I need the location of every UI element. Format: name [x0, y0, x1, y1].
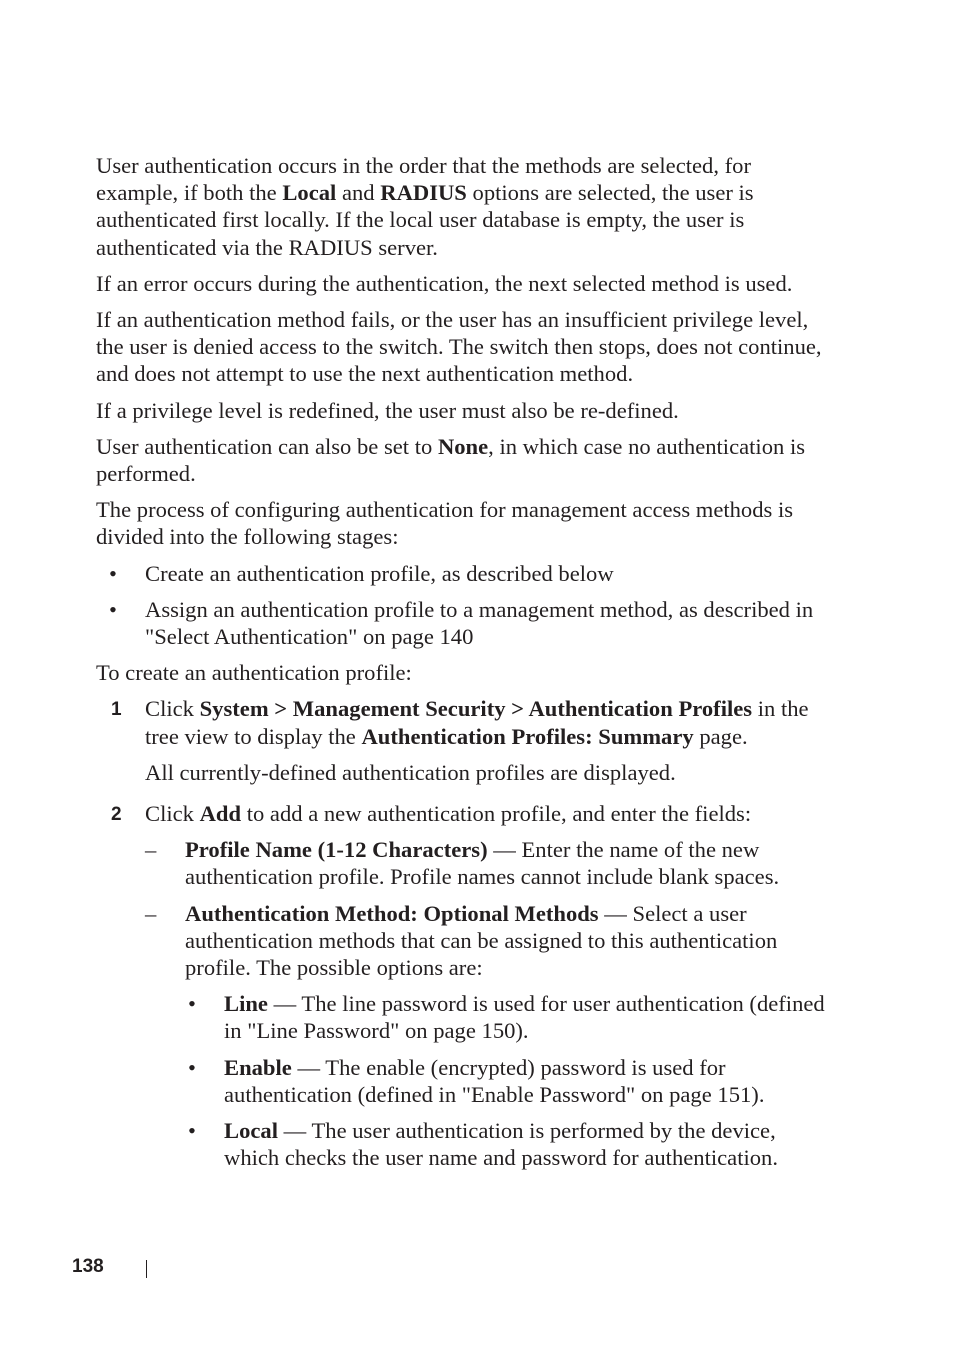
- paragraph-process: The process of configuring authentication for management access methods is divided into the following stages:: [96, 497, 794, 550]
- list-item: • Create an authentication profile, as described below: [109, 560, 614, 586]
- option-item: • Local — The user authentication is performed by the device, which checks the user name and password for authentication.: [188, 1118, 778, 1171]
- page-body: [96, 152, 826, 1181]
- bullet-marker: •: [109, 596, 117, 622]
- paragraph-auth-order: User authentication occurs in the order that the methods are selected, for example, if both the Local and RADIUS options are selected, the user is authenticated first locally. If the local user database is empty, the user is authenticated via the RADIUS server.: [96, 153, 754, 260]
- step-number: 2: [111, 804, 122, 826]
- paragraph-auth-fail: If an authentication method fails, or the user has an insufficient privilege level, the user is denied access to the switch. The switch then stops, does not continue, and does not attempt to use the next authentication method.: [96, 307, 822, 387]
- step-number: 1: [111, 699, 122, 721]
- option-item: • Enable — The enable (encrypted) password is used for authentication (defined in "Enable Password" on page 151).: [188, 1054, 765, 1107]
- footer-divider: [146, 1260, 147, 1278]
- bullet-marker: •: [188, 1118, 196, 1144]
- step-1: 1 Click System > Management Security > Authentication Profiles in the tree view to display the Authentication Profiles: Summary page.: [111, 696, 809, 749]
- dash-marker: –: [145, 837, 157, 863]
- paragraph-privilege: If a privilege level is redefined, the user must also be re-defined.: [96, 397, 679, 423]
- option-item: • Line — The line password is used for user authentication (defined in "Line Password" on page 150).: [188, 991, 825, 1044]
- list-item: • Assign an authentication profile to a management method, as described in "Select Authentication" on page 140: [109, 596, 814, 650]
- step-1-note: All currently-defined authentication profiles are displayed.: [145, 759, 676, 785]
- paragraph-intro: To create an authentication profile:: [96, 660, 412, 686]
- step-2: 2 Click Add to add a new authentication profile, and enter the fields:: [96, 800, 826, 827]
- bullet-marker: •: [109, 560, 117, 586]
- bullet-marker: •: [188, 1054, 196, 1080]
- dash-marker: –: [145, 900, 157, 926]
- page-number: 138: [72, 1256, 104, 1277]
- paragraph-auth-error: If an error occurs during the authentication, the next selected method is used.: [96, 270, 793, 296]
- field-item: – Authentication Method: Optional Methods — Select a user authentication methods that can be assigned to this authentication profile. The possible options are:: [145, 900, 778, 981]
- paragraph-none: User authentication can also be set to None, in which case no authentication is performed.: [96, 433, 806, 487]
- bullet-marker: •: [188, 991, 196, 1017]
- field-item: – Profile Name (1-12 Characters) — Enter the name of the new authentication profile. Profile names cannot include blank spaces.: [145, 837, 780, 890]
